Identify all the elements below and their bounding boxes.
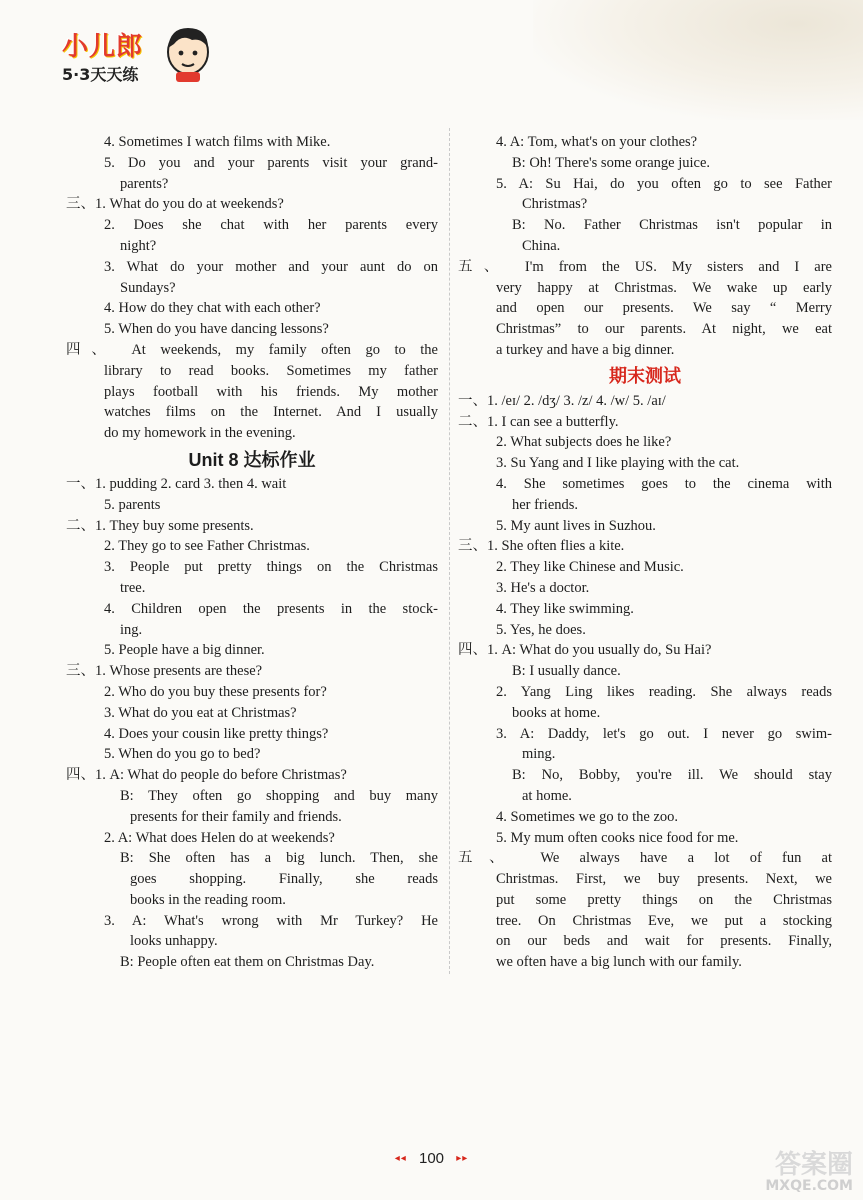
- page-footer: [0, 1150, 863, 1167]
- answer-line: 2. They go to see Father Christmas.: [104, 538, 310, 555]
- mascot-boy-icon: [162, 22, 214, 84]
- answer-line: books at home.: [512, 704, 601, 721]
- answer-line: plays football with his friends. My mother: [104, 383, 438, 400]
- prev-arrows-icon: ◂◂: [394, 1153, 407, 1164]
- answer-line: and open our presents. We say “ Merry: [496, 300, 832, 317]
- answer-line: 三、1. Whose presents are these?: [66, 663, 263, 680]
- answer-line: 3. What do your mother and your aunt do on: [104, 258, 438, 275]
- answer-line: very happy at Christmas. We wake up early: [496, 279, 832, 296]
- answer-line: looks unhappy.: [130, 933, 218, 950]
- logo-subtitle: 5·3天天练: [62, 65, 139, 84]
- answer-line: 4. Does your cousin like pretty things?: [104, 725, 329, 742]
- answer-line: put some pretty things on the Christmas: [496, 891, 832, 908]
- answer-line: 4. Sometimes I watch films with Mike.: [104, 134, 331, 150]
- answer-line: 三、1. What do you do at weekends?: [66, 196, 284, 213]
- answer-line: 四、1. A: What do you usually do, Su Hai?: [458, 642, 712, 659]
- answer-line: presents for their family and friends.: [130, 808, 342, 825]
- answer-line: B: No, Bobby, you're ill. We should stay: [512, 767, 832, 784]
- answer-line: tree. On Christmas Eve, we put a stocking: [496, 912, 832, 929]
- answer-line: 一、1. pudding 2. card 3. then 4. wait: [66, 475, 287, 492]
- answer-line: 3. Su Yang and I like playing with the cat.: [496, 455, 740, 472]
- answer-line: 5. My mum often cooks nice food for me.: [496, 829, 739, 846]
- answer-line: Christmas. First, we buy presents. Next, we: [496, 871, 832, 888]
- answer-line: 3. He's a doctor.: [496, 579, 590, 596]
- answer-line: parents?: [120, 175, 169, 192]
- right-answer-column: [458, 132, 832, 973]
- answer-line: a turkey and have a big dinner.: [496, 341, 675, 358]
- answer-line: night?: [120, 237, 157, 254]
- answer-line: books in the reading room.: [130, 891, 286, 908]
- answer-line: 5. Yes, he does.: [496, 621, 586, 638]
- answer-line: 5. Do you and your parents visit your grand-: [104, 154, 438, 171]
- left-answer-column: [66, 132, 438, 973]
- answer-line: 5. People have a big dinner.: [104, 642, 265, 659]
- answer-line: 4. She sometimes goes to the cinema with: [496, 475, 832, 492]
- answer-line: 2. Yang Ling likes reading. She always reads: [496, 683, 832, 700]
- answer-line: 2. Does she chat with her parents every: [104, 217, 438, 234]
- answer-line: 一、1. /eɪ/ 2. /dʒ/ 3. /z/ 4. /w/ 5. /aɪ/: [458, 392, 666, 409]
- answer-line: 3. People put pretty things on the Christmas: [104, 559, 438, 576]
- answer-line: 4. They like swimming.: [496, 600, 634, 617]
- answer-line: 5. When do you have dancing lessons?: [104, 321, 329, 338]
- answer-line: 2. A: What does Helen do at weekends?: [104, 829, 335, 846]
- answer-line: 4. A: Tom, what's on your clothes?: [496, 134, 698, 150]
- answer-line: library to read books. Sometimes my father: [104, 362, 438, 379]
- watermark-title: 答案圈: [774, 1150, 853, 1180]
- answer-line: 3. A: Daddy, let's go out. I never go swim-: [496, 725, 832, 742]
- section-heading: 期末测试: [609, 365, 681, 387]
- answer-line: 3. What do you eat at Christmas?: [104, 704, 297, 721]
- answer-line: 二、1. They buy some presents.: [66, 517, 254, 534]
- answer-line: ming.: [522, 746, 556, 763]
- answer-line: her friends.: [512, 496, 579, 513]
- answer-line: 4. Children open the presents in the stock-: [104, 600, 438, 617]
- page-number: 100: [418, 1150, 445, 1167]
- answer-line: tree.: [120, 579, 146, 596]
- answer-line: 二、1. I can see a butterfly.: [458, 413, 619, 430]
- answer-line: 5. A: Su Hai, do you often go to see Father: [496, 175, 832, 192]
- answer-line: at home.: [522, 787, 572, 804]
- answer-line: 三、1. She often flies a kite.: [458, 538, 625, 555]
- logo-title: 小儿郎: [62, 32, 144, 62]
- answer-line: Christmas” to our parents. At night, we eat: [496, 321, 832, 338]
- answer-line: 2. What subjects does he like?: [496, 434, 672, 451]
- watermark: [765, 1152, 853, 1194]
- answer-line: 3. A: What's wrong with Mr Turkey? He: [104, 912, 438, 929]
- watermark-url: MXQE.COM: [765, 1178, 853, 1194]
- answer-line: 2. They like Chinese and Music.: [496, 559, 684, 576]
- answer-line: 2. Who do you buy these presents for?: [104, 683, 327, 700]
- answer-line: we often have a big lunch with our family.: [496, 954, 742, 971]
- answer-line: B: They often go shopping and buy many: [120, 787, 438, 804]
- answer-line: China.: [522, 237, 561, 254]
- answer-line: 四、1. A: What do people do before Christmas?: [66, 767, 347, 784]
- brand-logo: [58, 22, 218, 92]
- answer-line: 4. How do they chat with each other?: [104, 300, 321, 317]
- answer-line: B: She often has a big lunch. Then, she: [120, 850, 438, 867]
- answer-line: 五、 I'm from the US. My sisters and I are: [458, 258, 832, 275]
- answer-line: watches films on the Internet. And I usually: [104, 404, 438, 421]
- corner-texture: [533, 0, 863, 120]
- answer-line: 四、 At weekends, my family often go to the: [66, 341, 438, 358]
- answer-line: 五、 We always have a lot of fun at: [458, 850, 832, 867]
- answer-line: 5. My aunt lives in Suzhou.: [496, 517, 656, 534]
- answer-line: on our beds and wait for presents. Finally,: [496, 933, 832, 950]
- answer-line: B: People often eat them on Christmas Day.: [120, 954, 375, 971]
- column-divider: [449, 128, 450, 974]
- answer-line: B: Oh! There's some orange juice.: [512, 154, 711, 171]
- answer-line: B: No. Father Christmas isn't popular in: [512, 217, 832, 234]
- answer-line: 5. When do you go to bed?: [104, 746, 261, 763]
- section-heading: Unit 8 达标作业: [188, 449, 316, 470]
- answer-line: 5. parents: [104, 496, 161, 513]
- answer-line: 4. Sometimes we go to the zoo.: [496, 808, 679, 825]
- answer-line: do my homework in the evening.: [104, 425, 296, 442]
- answer-line: B: I usually dance.: [512, 663, 621, 680]
- answer-line: Christmas?: [522, 196, 588, 213]
- answer-line: ing.: [120, 621, 143, 638]
- answer-line: goes shopping. Finally, she reads: [130, 871, 438, 888]
- next-arrows-icon: ▸▸: [456, 1153, 469, 1164]
- answer-line: Sundays?: [120, 279, 176, 296]
